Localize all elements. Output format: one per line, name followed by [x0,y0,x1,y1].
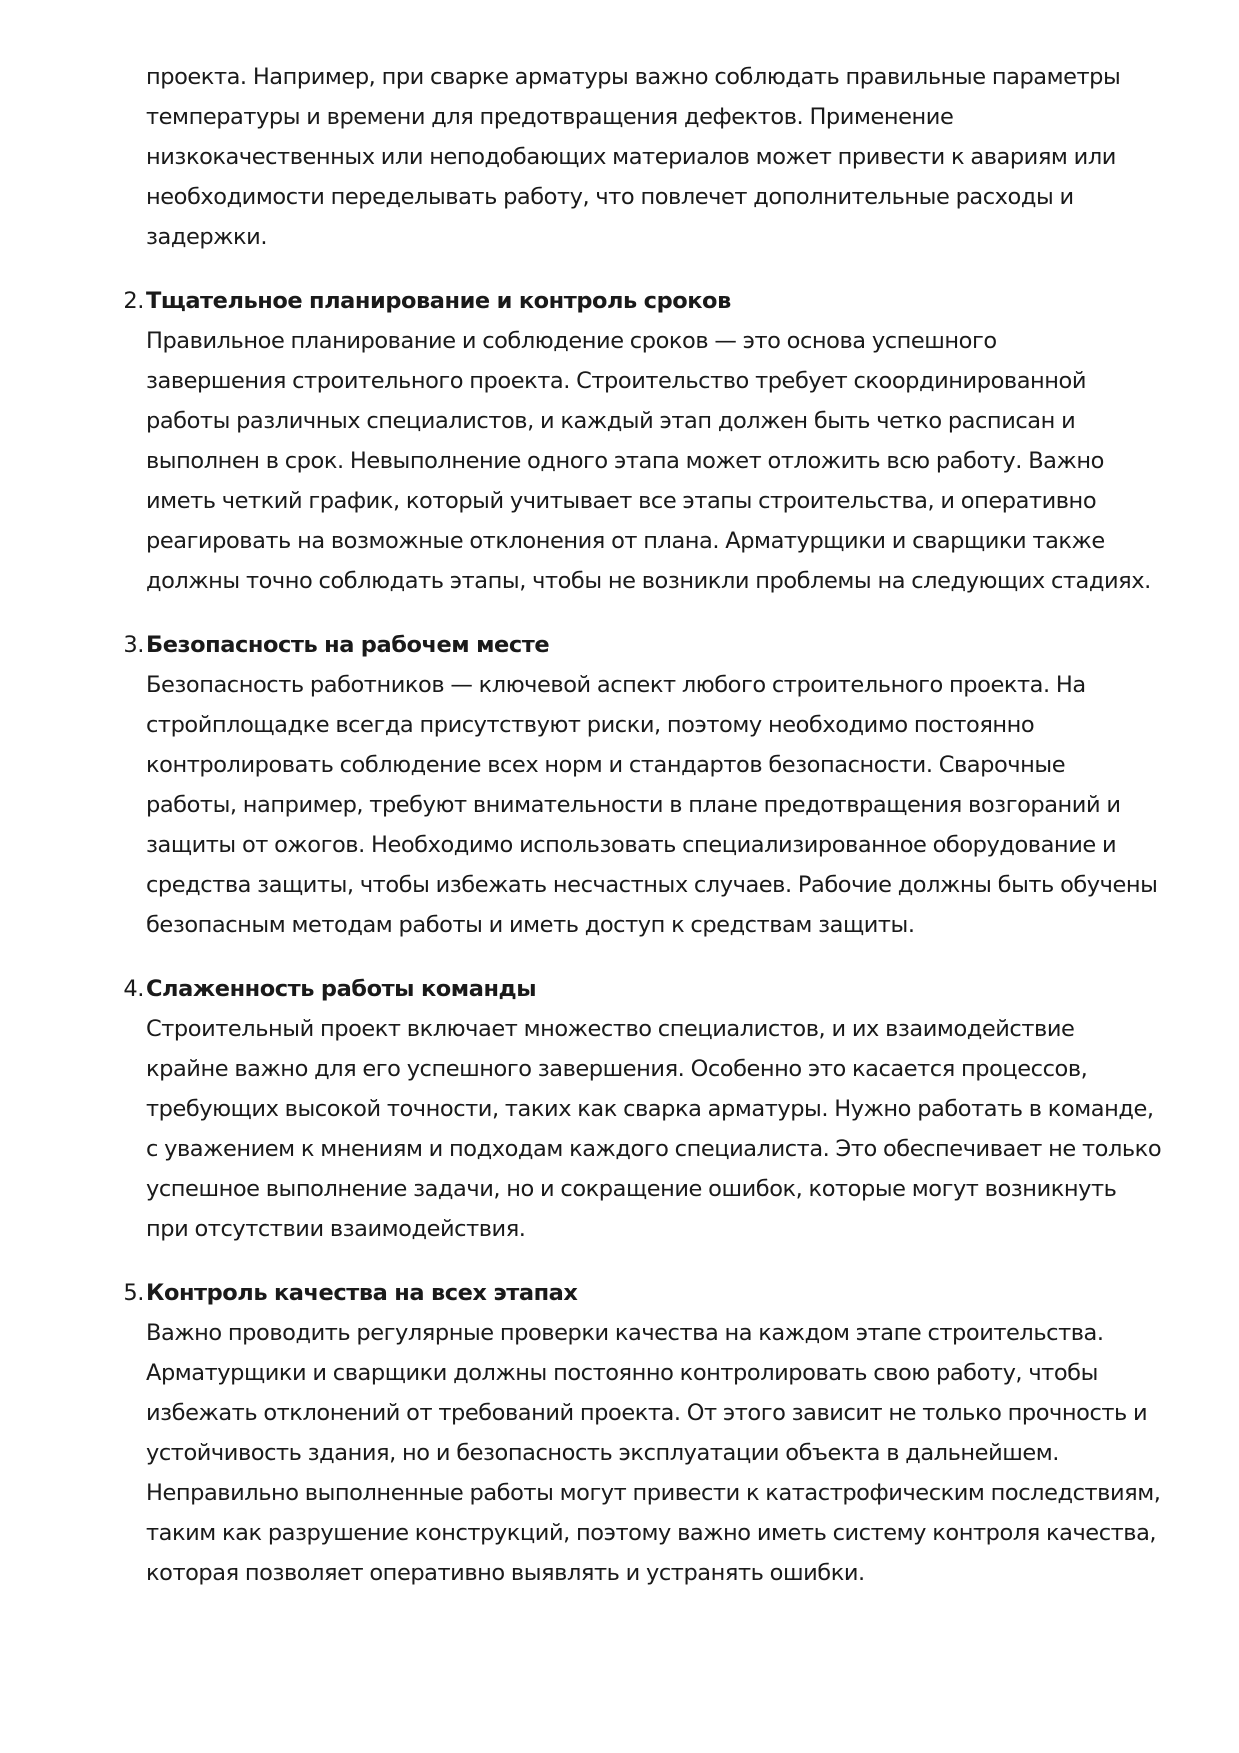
intro-continuation-paragraph: проекта. Например, при сварке арматуры важно соблюдать правильные параметры температуры и времени для предотвращения дефектов. Применение низкокачественных или неподобающих материалов может привести к авариям или необходимости переделывать работу, что повлечет дополнительные расходы и задержки. [146,64,1121,250]
list-item-body: Важно проводить регулярные проверки качества на каждом этапе строительства. Арматурщики и сварщики должны постоянно контролировать свою работу, чтобы избежать отклонений от требований проекта. От этого зависит не только прочность и устойчивость здания, но и безопасность эксплуатации объекта в дальнейшем. Неправильно выполненные работы могут привести к катастрофическим последствиям, таким как разрушение конструкций, поэтому важно иметь систему контроля качества, которая позволяет оперативно выявлять и устранять ошибки. [146,1320,1161,1586]
list-item-body: Безопасность работников — ключевой аспект любого строительного проекта. На стройплощадке всегда присутствуют риски, поэтому необходимо постоянно контролировать соблюдение всех норм и стандартов безопасности. Сварочные работы, например, требуют внимательности в плане предотвращения возгораний и защиты от ожогов. Необходимо использовать специализированное оборудование и средства защиты, чтобы избежать несчастных случаев. Рабочие должны быть обучены безопасным методам работы и иметь доступ к средствам защиты. [146,672,1158,938]
list-item-title: Безопасность на рабочем месте [146,632,550,658]
list-item-5 [123,1273,1186,1593]
list-item-number: 3. [123,632,144,658]
list-item-3 [123,625,1186,945]
list-item-number: 2. [123,288,144,314]
document-content [123,57,1186,1593]
list-item-body: Правильное планирование и соблюдение сроков — это основа успешного завершения строительного проекта. Строительство требует скоординированной работы различных специалистов, и каждый этап должен быть четко расписан и выполнен в срок. Невыполнение одного этапа может отложить всю работу. Важно иметь четкий график, который учитывает все этапы строительства, и оперативно реагировать на возможные отклонения от плана. Арматурщики и сварщики также должны точно соблюдать этапы, чтобы не возникли проблемы на следующих стадиях. [146,328,1151,594]
list-item-number: 5. [123,1280,144,1306]
list-item-body: Строительный проект включает множество специалистов, и их взаимодействие крайне важно для его успешного завершения. Особенно это касается процессов, требующих высокой точности, таких как сварка арматуры. Нужно работать в команде, с уважением к мнениям и подходам каждого специалиста. Это обеспечивает не только успешное выполнение задачи, но и сокращение ошибок, которые могут возникнуть при отсутствии взаимодействия. [146,1016,1162,1242]
list-item-title: Слаженность работы команды [146,976,537,1002]
list-item-2 [123,281,1186,601]
list-item-4 [123,969,1186,1249]
list-item-title: Контроль качества на всех этапах [146,1280,578,1306]
list-item-number: 4. [123,976,144,1002]
list-item-title: Тщательное планирование и контроль сроков [146,288,731,314]
